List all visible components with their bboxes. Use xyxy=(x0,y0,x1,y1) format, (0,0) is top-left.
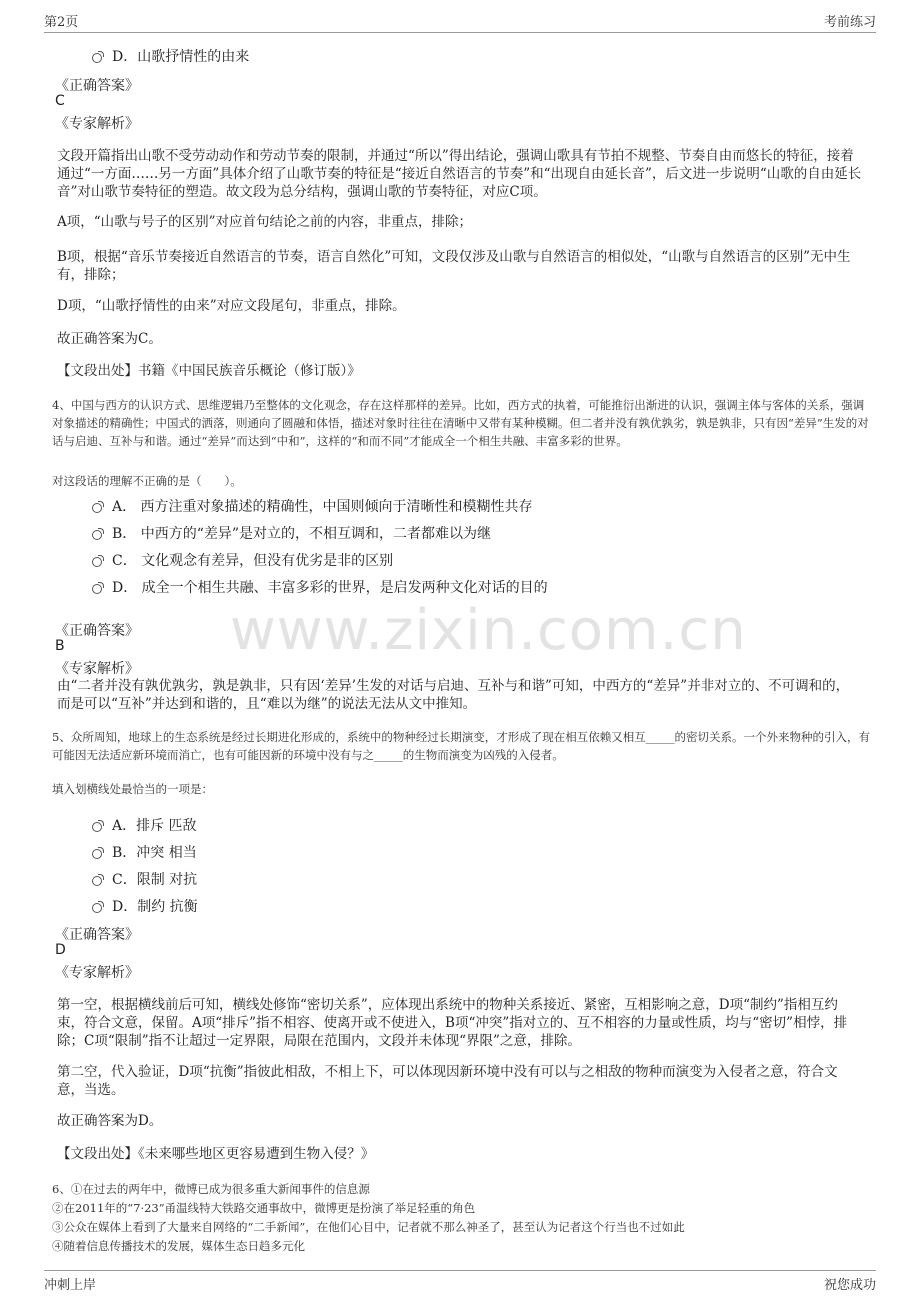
analysis-label: 《专家解析》 xyxy=(55,965,139,981)
header-title: 考前练习 xyxy=(823,14,876,30)
option-label: C． 文化观念有差异，但没有优劣是非的区别 xyxy=(112,553,394,569)
radio-icon[interactable] xyxy=(92,503,102,513)
answer-conclusion: 故正确答案为D。 xyxy=(57,1113,163,1129)
answer-value: D xyxy=(55,942,66,958)
page-number: 第2页 xyxy=(44,14,79,30)
question-line: 6、①在过去的两年中，微博已成为很多重大新闻事件的信息源 xyxy=(52,1182,370,1196)
radio-icon[interactable] xyxy=(92,822,102,832)
page-header xyxy=(44,8,876,33)
option-label: D．制约 抗衡 xyxy=(112,899,198,915)
question-line: ③公众在媒体上看到了大量来自网络的“二手新闻”，在他们心目中，记者就不那么神圣了，甚至认为记者这个行当也不过如此 xyxy=(52,1220,685,1234)
footer-left: 冲刺上岸 xyxy=(44,1277,97,1293)
answer-label: 《正确答案》 xyxy=(55,623,139,639)
watermark: www.zixin.com.cn xyxy=(230,598,747,663)
question-line: ④随着信息传播技术的发展，媒体生态日趋多元化 xyxy=(52,1239,305,1253)
q5-option-d[interactable] xyxy=(92,896,198,916)
radio-icon[interactable] xyxy=(92,530,102,540)
option-label: B．冲突 相当 xyxy=(112,845,197,861)
answer-value: C xyxy=(55,93,65,109)
analysis-paragraph: A项，“山歌与号子的区别”对应首句结论之前的内容，非重点，排除； xyxy=(57,214,473,230)
option-label: A．排斥 匹敌 xyxy=(112,818,197,834)
question-stem: 5、众所周知，地球上的生态系统是经过长期进化形成的，系统中的物种经过长期演变，才形成了现在相互依赖又相互_____的密切关系。一个外来物种的引入，有可能因无法适应新环境而消亡，也有可能因新的环境中没有与之_____的生物而演变为凶残的入侵者。 xyxy=(52,730,871,762)
analysis-paragraph: 由“二者并没有孰优孰劣，孰是孰非，只有因‘差异’生发的对话与启迪、互补与和谐”可知，中西方的“差异”并非对立的、不可调和的，而是可以“互补”并达到和谐的，且“难以为继”的说法无法从文中推知。 xyxy=(57,678,850,712)
answer-label: 《正确答案》 xyxy=(55,927,139,943)
q5-option-c[interactable] xyxy=(92,869,197,889)
option-label: D． 成全一个相生共融、丰富多彩的世界，是启发两种文化对话的目的 xyxy=(112,580,548,596)
option-label: C．限制 对抗 xyxy=(112,872,198,888)
source-citation: 【文段出处】书籍《中国民族音乐概论（修订版）》 xyxy=(57,363,361,379)
analysis-paragraph: 文段开篇指出山歌不受劳动动作和劳动节奏的限制，并通过“所以”得出结论，强调山歌具有节拍不规整、节奏自由而悠长的特征，接着通过“一方面……另一方面”具体介绍了山歌节奏的特征是“接近自然语言的节奏”和“出现自由延长音”，后文进一步说明“山歌的自由延长音”对山歌节奏特征的塑造。故文段为总分结构，强调山歌的节奏特征，对应C项。 xyxy=(57,148,862,200)
answer-label: 《正确答案》 xyxy=(55,78,139,94)
answer-value: B xyxy=(55,638,65,654)
radio-icon[interactable] xyxy=(92,53,102,63)
q5-option-b[interactable] xyxy=(92,842,197,862)
option-label: A． 西方注重对象描述的精确性，中国则倾向于清晰性和模糊性共存 xyxy=(112,499,533,515)
question-prompt: 对这段话的理解不正确的是（ ）。 xyxy=(52,474,242,488)
page-footer xyxy=(44,1270,876,1295)
radio-icon[interactable] xyxy=(92,903,102,913)
q4-option-b[interactable] xyxy=(92,523,491,543)
q5-option-a[interactable] xyxy=(92,815,197,835)
answer-conclusion: 故正确答案为C。 xyxy=(57,331,162,347)
question-prompt: 填入划横线处最恰当的一项是： xyxy=(52,782,213,796)
analysis-paragraph: D项，“山歌抒情性的由来”对应文段尾句，非重点，排除。 xyxy=(57,298,406,314)
q4-option-a[interactable] xyxy=(92,496,533,516)
analysis-label: 《专家解析》 xyxy=(55,116,139,132)
radio-icon[interactable] xyxy=(92,876,102,886)
question-line: ②在2011年的“7·23”甬温线特大铁路交通事故中，微博更是扮演了举足轻重的角色 xyxy=(52,1201,476,1215)
radio-icon[interactable] xyxy=(92,849,102,859)
analysis-paragraph: B项，根据“音乐节奏接近自然语言的节奏，语言自然化”可知，文段仅涉及山歌与自然语言的相似处，“山歌与自然语言的区别”无中生有，排除； xyxy=(57,249,851,283)
question-stem: 4、中国与西方的认识方式、思维逻辑乃至整体的文化观念，存在这样那样的差异。比如，西方式的执着，可能推衍出渐进的认识，强调主体与客体的关系，强调对象描述的精确性；中国式的洒落，则通向了圆融和体悟，描述对象时往往在清晰中又带有某种模糊。但二者并没有孰优孰劣，孰是孰非，只有因“差异”生发的对话与启迪、互补与和谐。通过“差异”而达到“中和”，这样的“和而不同”才能成全一个相生共融、丰富多彩的世界。 xyxy=(52,398,869,448)
q4-option-d[interactable] xyxy=(92,577,548,597)
q4-option-c[interactable] xyxy=(92,550,393,570)
analysis-label: 《专家解析》 xyxy=(55,661,139,677)
analysis-paragraph: 第一空，根据横线前后可知，横线处修饰“密切关系”，应体现出系统中的物种关系接近、紧密，互相影响之意，D项“制约”指相互约束，符合文意，保留。A项“排斥”指不相容、使离开或不使进入，B项“冲突”指对立的、互不相容的力量或性质，均与“密切”相悖，排除；C项“限制”指不让超过一定界限，局限在范围内，文段并未体现“界限”之意，排除。 xyxy=(57,997,848,1049)
source-citation: 【文段出处】《未来哪些地区更容易遭到生物入侵？》 xyxy=(57,1146,375,1162)
analysis-paragraph: 第二空，代入验证，D项“抗衡”指彼此相敌，不相上下，可以体现因新环境中没有可以与之相敌的物种而演变为入侵者之意，符合文意，当选。 xyxy=(57,1064,838,1098)
radio-icon[interactable] xyxy=(92,584,102,594)
radio-icon[interactable] xyxy=(92,557,102,567)
option-label: B． 中西方的“差异”是对立的，不相互调和，二者都难以为继 xyxy=(112,526,492,542)
option-label: D．山歌抒情性的由来 xyxy=(112,49,250,65)
q3-option-d[interactable] xyxy=(92,46,249,66)
footer-right: 祝您成功 xyxy=(823,1277,876,1293)
